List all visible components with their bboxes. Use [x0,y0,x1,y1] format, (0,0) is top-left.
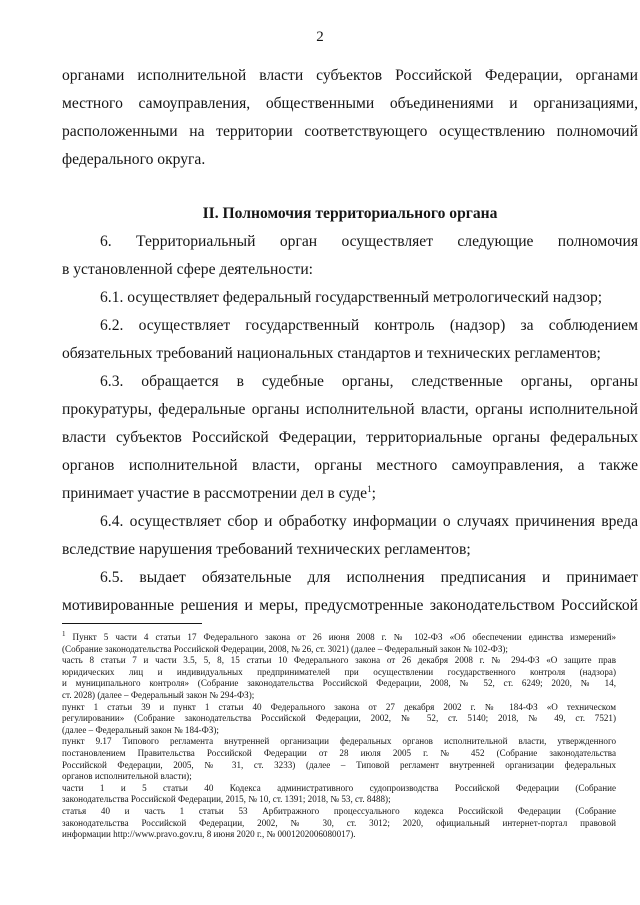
body-line-p0-l3 [62,122,638,142]
footnote-line-f7 [62,702,616,713]
body-line-text: 6.4. осуществляет сбор и обработку информации о случаях причинения вреда [100,513,638,530]
footnote-line-f3 [62,655,616,666]
body-line-text: принимает участие в рассмотрении дел в суде [62,485,368,502]
footnote-text: органов исполнительной власти); [62,771,192,782]
footnote-line-f10 [62,736,616,747]
footnote-text: информации http://www.pravo.gov.ru, 8 июня 2020 г., № 0001202006080017). [62,829,356,840]
body-line-p6-l2 [62,260,638,280]
body-line-punctuation: ; [371,485,376,502]
footnote-text: пункт 9.17 Типового регламента внутренней организации федеральных органов исполнительной власти, утвержденного [62,736,616,747]
body-line-text: органами исполнительной власти субъектов Российской Федерации, органами [62,67,638,84]
footnote-text: пункт 1 статьи 39 и пункт 1 статьи 40 Федерального закона от 27 декабря 2002 г. № 184-ФЗ «О техническом [62,701,616,712]
footnote-line-f9 [62,725,616,736]
footnote-text: Пункт 5 части 4 статьи 17 Федерального закона от 26 июня 2008 г. № 102-ФЗ «Об обеспечении единства измерений» [65,632,616,642]
body-line-p63-l2 [62,400,638,420]
body-line-text: 6.1. осуществляет федеральный государственный метрологический надзор; [100,289,603,306]
body-line-p62-l2 [62,344,638,364]
body-line-p64-l2 [62,540,638,560]
footnote-line-f15 [62,794,616,805]
body-line-p62-l1 [62,316,638,336]
footnote-line-f6 [62,690,616,701]
body-line-p63-l1 [62,372,638,392]
footnote-line-f18 [62,829,616,840]
body-line-p6-l1 [62,232,638,252]
footnote-text: юридических лиц и индивидуальных предпринимателей при осуществлении государственного контроля (надзора) [62,666,616,677]
footnote-line-f1 [62,629,616,643]
body-line-text: 6.3. обращается в судебные органы, следственные органы, органы [100,373,638,390]
footnote-text: и муниципального контроля» (Собрание законодательства Российской Федерации, 2008, № 52, ст. 6249; 2020, № 14, [62,678,616,689]
footnote-line-f14 [62,783,616,794]
footnote-marker: 1 [62,629,66,638]
footnote-line-f2 [62,644,616,655]
body-line-p64-l1 [62,512,638,532]
body-line-p65-l1 [62,568,638,588]
body-line-p63-l5 [62,484,638,504]
body-line-p0-l2 [62,94,638,114]
page-number: 2 [316,29,324,45]
footnote-line-f5 [62,678,616,689]
footnote-text: ст. 2028) (далее – Федеральный закон № 294-ФЗ); [62,690,255,700]
footnote-line-f12 [62,760,616,771]
footnote-reference: 1 [367,483,372,494]
footnote-line-f11 [62,748,616,759]
footnote-line-f16 [62,806,616,817]
body-line-p63-l3 [62,428,638,448]
footnote-text: Российской Федерации, 2005, № 31, ст. 3233) (далее – Типовой регламент внутренней организации федеральных [62,759,616,770]
footnote-text: (далее – Федеральный закон № 184-ФЗ); [62,724,219,735]
body-line-text: прокуратуры, федеральные органы исполнительной власти, органы исполнительной [62,401,638,418]
body-line-text: вследствие нарушения требований технических регламентов; [62,541,471,558]
footnote-text: часть 8 статьи 7 и части 3.5, 5, 8, 15 статьи 10 Федерального закона от 26 декабря 2008 г. № 294-ФЗ «О защите прав [62,655,616,666]
footnote-text: постановлением Правительства Российской Федерации от 28 июля 2005 г. № 452 (Собрание законодательства [62,748,616,758]
body-line-text: федерального округа. [62,151,206,168]
footnote-text: статья 40 и часть 1 статьи 53 Арбитражного процессуального кодекса Российской Федерации (Собрание [62,806,616,816]
body-line-text: 6. Территориальный орган осуществляет следующие полномочия [100,233,638,250]
footnote-line-f13 [62,771,616,782]
body-line-text: власти субъектов Российской Федерации, территориальные органы федеральных [62,429,638,446]
body-line-p0-l1 [62,66,638,86]
body-line-text: расположенными на территории соответствующего осуществлению полномочий [62,123,638,140]
footnote-line-f17 [62,818,616,829]
body-line-text: местного самоуправления, общественными объединениями и организациями, [62,95,638,112]
body-line-text: 6.2. осуществляет государственный контроль (надзор) за соблюдением [100,317,638,334]
footnote-text: части 1 и 5 статьи 40 Кодекса административного судопроизводства Российской Федерации (Собрание [62,782,616,793]
footnote-line-f8 [62,713,616,724]
footnote-text: регулировании» (Собрание законодательства Российской Федерации, 2002, № 52, ст. 5140; 2018, № 49, ст. 7521) [62,713,616,724]
footnote-text: (Собрание законодательства Российской Федерации, 2008, № 26, ст. 3021) (далее – Федеральный закон № 102-ФЗ); [62,643,508,654]
body-line-p63-l4 [62,456,638,476]
section-heading: II. Полномочия территориального органа [202,205,498,222]
body-line-text: мотивированные решения и меры, предусмотренные законодательством Российской [62,597,638,614]
body-line-text: в установленной сфере деятельности: [62,261,313,278]
footnote-separator [62,623,202,624]
footnote-text: законодательства Российской Федерации, 2015, № 10, ст. 1391; 2018, № 53, ст. 8488); [62,794,391,805]
body-line-text: 6.5. выдает обязательные для исполнения предписания и принимает [100,569,638,586]
body-line-p0-l4 [62,150,638,170]
body-line-p65-l2 [62,596,638,616]
footnote-line-f4 [62,667,616,678]
body-line-p61-l1 [62,288,638,308]
body-line-text: органов исполнительной власти, органы местного самоуправления, а также [62,457,638,474]
footnote-text: законодательства Российской Федерации, 2002, № 30, ст. 3012; 2020, официальный интернет-портал правовой [62,817,616,828]
body-line-text: обязательных требований национальных стандартов и технических регламентов; [62,345,601,362]
